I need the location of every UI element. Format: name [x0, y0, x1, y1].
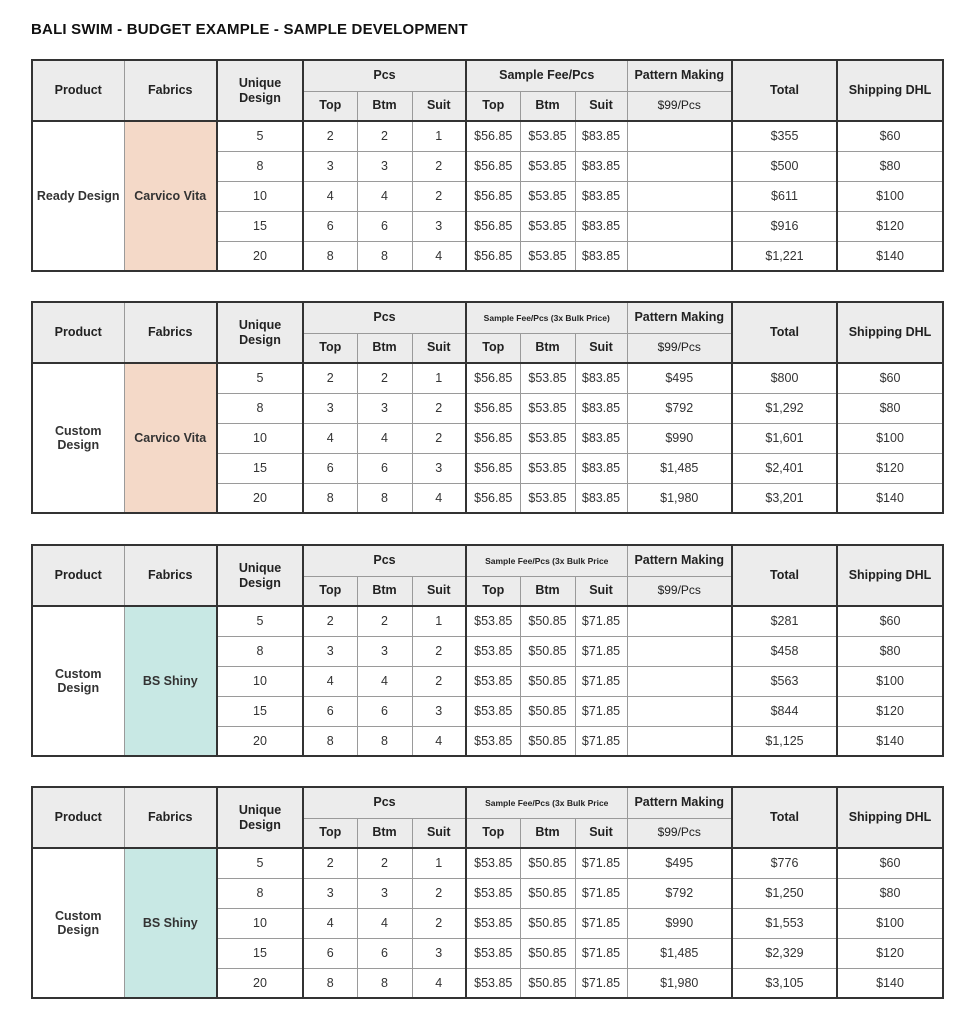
- table-row: [32, 848, 943, 878]
- unique-design-cell: 8: [217, 393, 303, 423]
- header-fee-suit: Suit: [575, 576, 627, 606]
- pcs-suit-cell: 2: [412, 666, 466, 696]
- fee-top-cell: $53.85: [466, 696, 520, 726]
- pcs-btm-cell: 2: [357, 121, 412, 151]
- header-product: Product: [32, 302, 124, 363]
- header-pcs-btm: Btm: [357, 91, 412, 121]
- header-fabrics: Fabrics: [124, 302, 217, 363]
- total-cell: $611: [732, 181, 837, 211]
- header-pcs: Pcs: [303, 787, 466, 818]
- fee-btm-cell: $53.85: [520, 181, 575, 211]
- header-pattern-rate: $99/Pcs: [627, 818, 732, 848]
- fee-suit-cell: $83.85: [575, 121, 627, 151]
- header-pcs-suit: Suit: [412, 818, 466, 848]
- fee-btm-cell: $53.85: [520, 121, 575, 151]
- pcs-suit-cell: 2: [412, 423, 466, 453]
- fee-btm-cell: $53.85: [520, 483, 575, 513]
- fee-suit-cell: $71.85: [575, 636, 627, 666]
- pattern-making-cell: $792: [627, 393, 732, 423]
- header-pcs-suit: Suit: [412, 333, 466, 363]
- header-sample-fee: Sample Fee/Pcs (3x Bulk Price: [466, 787, 627, 818]
- pcs-suit-cell: 1: [412, 121, 466, 151]
- header-total: Total: [732, 787, 837, 848]
- header-total: Total: [732, 302, 837, 363]
- fee-top-cell: $56.85: [466, 211, 520, 241]
- pcs-suit-cell: 1: [412, 848, 466, 878]
- total-cell: $800: [732, 363, 837, 393]
- fabric-cell: BS Shiny: [124, 848, 217, 998]
- pcs-top-cell: 2: [303, 606, 357, 636]
- product-cell: Ready Design: [32, 121, 124, 271]
- pattern-making-cell: [627, 636, 732, 666]
- header-shipping-dhl: Shipping DHL: [837, 60, 943, 121]
- fee-btm-cell: $50.85: [520, 696, 575, 726]
- total-cell: $3,201: [732, 483, 837, 513]
- header-pcs-top: Top: [303, 818, 357, 848]
- fee-suit-cell: $83.85: [575, 453, 627, 483]
- total-cell: $1,292: [732, 393, 837, 423]
- pattern-making-cell: [627, 211, 732, 241]
- header-pattern-making: Pattern Making: [627, 60, 732, 91]
- pcs-suit-cell: 2: [412, 151, 466, 181]
- fee-btm-cell: $50.85: [520, 666, 575, 696]
- fee-btm-cell: $50.85: [520, 848, 575, 878]
- unique-design-cell: 10: [217, 181, 303, 211]
- table-row: [32, 121, 943, 151]
- pcs-suit-cell: 4: [412, 726, 466, 756]
- header-fabrics: Fabrics: [124, 787, 217, 848]
- pcs-top-cell: 6: [303, 938, 357, 968]
- pattern-making-cell: $1,980: [627, 968, 732, 998]
- product-cell: Custom Design: [32, 848, 124, 998]
- shipping-cell: $60: [837, 606, 943, 636]
- fee-suit-cell: $71.85: [575, 878, 627, 908]
- pcs-suit-cell: 2: [412, 636, 466, 666]
- fee-top-cell: $53.85: [466, 848, 520, 878]
- pcs-suit-cell: 4: [412, 483, 466, 513]
- header-fee-top: Top: [466, 818, 520, 848]
- pattern-making-cell: [627, 151, 732, 181]
- total-cell: $1,125: [732, 726, 837, 756]
- shipping-cell: $140: [837, 483, 943, 513]
- shipping-cell: $80: [837, 393, 943, 423]
- fee-btm-cell: $53.85: [520, 453, 575, 483]
- pcs-top-cell: 4: [303, 908, 357, 938]
- header-pcs: Pcs: [303, 302, 466, 333]
- unique-design-cell: 20: [217, 483, 303, 513]
- header-shipping-dhl: Shipping DHL: [837, 787, 943, 848]
- pcs-top-cell: 6: [303, 211, 357, 241]
- header-shipping-dhl: Shipping DHL: [837, 302, 943, 363]
- header-fabrics: Fabrics: [124, 545, 217, 606]
- pcs-btm-cell: 6: [357, 211, 412, 241]
- fee-suit-cell: $71.85: [575, 606, 627, 636]
- pcs-top-cell: 8: [303, 968, 357, 998]
- pcs-btm-cell: 6: [357, 696, 412, 726]
- fee-top-cell: $56.85: [466, 393, 520, 423]
- pcs-top-cell: 3: [303, 393, 357, 423]
- header-fee-btm: Btm: [520, 818, 575, 848]
- total-cell: $844: [732, 696, 837, 726]
- shipping-cell: $120: [837, 696, 943, 726]
- header-sample-fee: Sample Fee/Pcs (3x Bulk Price): [466, 302, 627, 333]
- pcs-top-cell: 2: [303, 848, 357, 878]
- header-fee-suit: Suit: [575, 333, 627, 363]
- shipping-cell: $100: [837, 666, 943, 696]
- total-cell: $281: [732, 606, 837, 636]
- unique-design-cell: 10: [217, 423, 303, 453]
- unique-design-cell: 5: [217, 363, 303, 393]
- header-sample-fee: Sample Fee/Pcs: [466, 60, 627, 91]
- total-cell: $1,250: [732, 878, 837, 908]
- unique-design-cell: 20: [217, 968, 303, 998]
- pcs-suit-cell: 3: [412, 453, 466, 483]
- fee-top-cell: $53.85: [466, 726, 520, 756]
- fee-top-cell: $53.85: [466, 606, 520, 636]
- fabric-cell: Carvico Vita: [124, 121, 217, 271]
- header-pattern-making: Pattern Making: [627, 545, 732, 576]
- shipping-cell: $140: [837, 241, 943, 271]
- header-total: Total: [732, 60, 837, 121]
- pcs-btm-cell: 3: [357, 636, 412, 666]
- shipping-cell: $120: [837, 211, 943, 241]
- pcs-btm-cell: 8: [357, 968, 412, 998]
- header-fee-btm: Btm: [520, 91, 575, 121]
- pcs-top-cell: 4: [303, 666, 357, 696]
- fee-suit-cell: $83.85: [575, 211, 627, 241]
- pcs-suit-cell: 4: [412, 241, 466, 271]
- fee-top-cell: $56.85: [466, 453, 520, 483]
- shipping-cell: $140: [837, 968, 943, 998]
- fee-btm-cell: $53.85: [520, 423, 575, 453]
- header-pattern-making: Pattern Making: [627, 302, 732, 333]
- fee-top-cell: $56.85: [466, 151, 520, 181]
- fee-suit-cell: $83.85: [575, 181, 627, 211]
- unique-design-cell: 5: [217, 606, 303, 636]
- pcs-suit-cell: 3: [412, 696, 466, 726]
- fee-btm-cell: $50.85: [520, 968, 575, 998]
- pattern-making-cell: $990: [627, 423, 732, 453]
- total-cell: $500: [732, 151, 837, 181]
- total-cell: $1,553: [732, 908, 837, 938]
- fee-btm-cell: $50.85: [520, 878, 575, 908]
- fee-suit-cell: $83.85: [575, 483, 627, 513]
- product-cell: Custom Design: [32, 606, 124, 756]
- fee-suit-cell: $83.85: [575, 363, 627, 393]
- header-pcs-suit: Suit: [412, 91, 466, 121]
- pattern-making-cell: $1,485: [627, 453, 732, 483]
- unique-design-cell: 15: [217, 696, 303, 726]
- pattern-making-cell: [627, 696, 732, 726]
- header-fee-top: Top: [466, 91, 520, 121]
- pattern-making-cell: [627, 666, 732, 696]
- pcs-btm-cell: 4: [357, 423, 412, 453]
- shipping-cell: $100: [837, 908, 943, 938]
- fee-top-cell: $56.85: [466, 181, 520, 211]
- pattern-making-cell: [627, 606, 732, 636]
- page-title: BALI SWIM - BUDGET EXAMPLE - SAMPLE DEVELOPMENT: [31, 21, 468, 38]
- fee-suit-cell: $71.85: [575, 726, 627, 756]
- pcs-top-cell: 8: [303, 726, 357, 756]
- pcs-btm-cell: 4: [357, 181, 412, 211]
- header-pattern-rate: $99/Pcs: [627, 576, 732, 606]
- pcs-btm-cell: 4: [357, 666, 412, 696]
- fee-suit-cell: $83.85: [575, 423, 627, 453]
- unique-design-cell: 8: [217, 151, 303, 181]
- pcs-btm-cell: 3: [357, 393, 412, 423]
- unique-design-cell: 15: [217, 938, 303, 968]
- fee-top-cell: $56.85: [466, 121, 520, 151]
- shipping-cell: $60: [837, 363, 943, 393]
- pattern-making-cell: [627, 726, 732, 756]
- header-product: Product: [32, 787, 124, 848]
- pcs-btm-cell: 4: [357, 908, 412, 938]
- fee-suit-cell: $83.85: [575, 393, 627, 423]
- shipping-cell: $60: [837, 848, 943, 878]
- fee-suit-cell: $71.85: [575, 696, 627, 726]
- fee-btm-cell: $50.85: [520, 726, 575, 756]
- pcs-btm-cell: 8: [357, 483, 412, 513]
- budget-table: [31, 544, 944, 757]
- pcs-top-cell: 8: [303, 241, 357, 271]
- pcs-top-cell: 4: [303, 181, 357, 211]
- header-fee-top: Top: [466, 576, 520, 606]
- pcs-suit-cell: 2: [412, 181, 466, 211]
- header-shipping-dhl: Shipping DHL: [837, 545, 943, 606]
- header-pattern-rate: $99/Pcs: [627, 91, 732, 121]
- fee-suit-cell: $71.85: [575, 848, 627, 878]
- pcs-btm-cell: 3: [357, 151, 412, 181]
- table-row: [32, 606, 943, 636]
- fabric-cell: Carvico Vita: [124, 363, 217, 513]
- fee-suit-cell: $71.85: [575, 666, 627, 696]
- header-unique-design: Unique Design: [217, 302, 303, 363]
- pcs-btm-cell: 2: [357, 848, 412, 878]
- pcs-top-cell: 2: [303, 121, 357, 151]
- fee-btm-cell: $50.85: [520, 908, 575, 938]
- fee-top-cell: $53.85: [466, 938, 520, 968]
- fee-btm-cell: $53.85: [520, 393, 575, 423]
- total-cell: $1,601: [732, 423, 837, 453]
- table-row: [32, 363, 943, 393]
- header-pattern-rate: $99/Pcs: [627, 333, 732, 363]
- budget-table: [31, 786, 944, 999]
- fee-top-cell: $53.85: [466, 968, 520, 998]
- unique-design-cell: 10: [217, 666, 303, 696]
- header-fee-suit: Suit: [575, 91, 627, 121]
- pcs-top-cell: 4: [303, 423, 357, 453]
- pattern-making-cell: $990: [627, 908, 732, 938]
- header-fee-suit: Suit: [575, 818, 627, 848]
- total-cell: $3,105: [732, 968, 837, 998]
- fabric-cell: BS Shiny: [124, 606, 217, 756]
- pcs-top-cell: 2: [303, 363, 357, 393]
- total-cell: $776: [732, 848, 837, 878]
- pcs-suit-cell: 2: [412, 393, 466, 423]
- pattern-making-cell: $495: [627, 363, 732, 393]
- shipping-cell: $80: [837, 878, 943, 908]
- header-pcs: Pcs: [303, 545, 466, 576]
- total-cell: $2,329: [732, 938, 837, 968]
- header-pattern-making: Pattern Making: [627, 787, 732, 818]
- pcs-top-cell: 3: [303, 151, 357, 181]
- unique-design-cell: 10: [217, 908, 303, 938]
- total-cell: $2,401: [732, 453, 837, 483]
- header-pcs-btm: Btm: [357, 576, 412, 606]
- fee-btm-cell: $53.85: [520, 211, 575, 241]
- pcs-top-cell: 8: [303, 483, 357, 513]
- pattern-making-cell: [627, 181, 732, 211]
- fee-suit-cell: $71.85: [575, 938, 627, 968]
- pcs-suit-cell: 3: [412, 211, 466, 241]
- unique-design-cell: 20: [217, 726, 303, 756]
- fee-top-cell: $56.85: [466, 241, 520, 271]
- pattern-making-cell: $1,485: [627, 938, 732, 968]
- header-unique-design: Unique Design: [217, 787, 303, 848]
- shipping-cell: $140: [837, 726, 943, 756]
- shipping-cell: $120: [837, 453, 943, 483]
- pcs-suit-cell: 2: [412, 878, 466, 908]
- shipping-cell: $60: [837, 121, 943, 151]
- total-cell: $458: [732, 636, 837, 666]
- header-product: Product: [32, 545, 124, 606]
- pcs-suit-cell: 1: [412, 363, 466, 393]
- fee-btm-cell: $53.85: [520, 363, 575, 393]
- total-cell: $1,221: [732, 241, 837, 271]
- unique-design-cell: 20: [217, 241, 303, 271]
- header-pcs-top: Top: [303, 91, 357, 121]
- fee-top-cell: $56.85: [466, 483, 520, 513]
- pattern-making-cell: [627, 121, 732, 151]
- header-pcs-btm: Btm: [357, 818, 412, 848]
- pcs-top-cell: 3: [303, 878, 357, 908]
- pcs-btm-cell: 2: [357, 363, 412, 393]
- pcs-btm-cell: 2: [357, 606, 412, 636]
- header-total: Total: [732, 545, 837, 606]
- pcs-suit-cell: 1: [412, 606, 466, 636]
- header-fabrics: Fabrics: [124, 60, 217, 121]
- fee-btm-cell: $50.85: [520, 938, 575, 968]
- pattern-making-cell: $792: [627, 878, 732, 908]
- pcs-suit-cell: 4: [412, 968, 466, 998]
- fee-top-cell: $53.85: [466, 636, 520, 666]
- pcs-btm-cell: 8: [357, 726, 412, 756]
- pattern-making-cell: $1,980: [627, 483, 732, 513]
- fee-btm-cell: $53.85: [520, 151, 575, 181]
- pcs-top-cell: 6: [303, 453, 357, 483]
- budget-table: [31, 301, 944, 514]
- pcs-btm-cell: 3: [357, 878, 412, 908]
- pcs-btm-cell: 8: [357, 241, 412, 271]
- total-cell: $563: [732, 666, 837, 696]
- fee-top-cell: $56.85: [466, 363, 520, 393]
- pcs-suit-cell: 3: [412, 938, 466, 968]
- header-pcs-top: Top: [303, 576, 357, 606]
- fee-btm-cell: $53.85: [520, 241, 575, 271]
- budget-table: [31, 59, 944, 272]
- fee-suit-cell: $83.85: [575, 241, 627, 271]
- pattern-making-cell: $495: [627, 848, 732, 878]
- header-unique-design: Unique Design: [217, 545, 303, 606]
- fee-top-cell: $53.85: [466, 878, 520, 908]
- fee-btm-cell: $50.85: [520, 606, 575, 636]
- fee-suit-cell: $71.85: [575, 908, 627, 938]
- shipping-cell: $100: [837, 181, 943, 211]
- fee-top-cell: $53.85: [466, 666, 520, 696]
- header-pcs: Pcs: [303, 60, 466, 91]
- pattern-making-cell: [627, 241, 732, 271]
- shipping-cell: $120: [837, 938, 943, 968]
- pcs-btm-cell: 6: [357, 453, 412, 483]
- unique-design-cell: 15: [217, 211, 303, 241]
- product-cell: Custom Design: [32, 363, 124, 513]
- unique-design-cell: 5: [217, 121, 303, 151]
- header-fee-btm: Btm: [520, 333, 575, 363]
- unique-design-cell: 8: [217, 878, 303, 908]
- header-unique-design: Unique Design: [217, 60, 303, 121]
- unique-design-cell: 8: [217, 636, 303, 666]
- pcs-top-cell: 6: [303, 696, 357, 726]
- unique-design-cell: 15: [217, 453, 303, 483]
- fee-btm-cell: $50.85: [520, 636, 575, 666]
- total-cell: $355: [732, 121, 837, 151]
- pcs-btm-cell: 6: [357, 938, 412, 968]
- pcs-suit-cell: 2: [412, 908, 466, 938]
- header-pcs-suit: Suit: [412, 576, 466, 606]
- shipping-cell: $80: [837, 151, 943, 181]
- fee-suit-cell: $71.85: [575, 968, 627, 998]
- header-product: Product: [32, 60, 124, 121]
- fee-suit-cell: $83.85: [575, 151, 627, 181]
- fee-top-cell: $56.85: [466, 423, 520, 453]
- unique-design-cell: 5: [217, 848, 303, 878]
- header-pcs-top: Top: [303, 333, 357, 363]
- header-fee-btm: Btm: [520, 576, 575, 606]
- shipping-cell: $80: [837, 636, 943, 666]
- total-cell: $916: [732, 211, 837, 241]
- header-pcs-btm: Btm: [357, 333, 412, 363]
- pcs-top-cell: 3: [303, 636, 357, 666]
- shipping-cell: $100: [837, 423, 943, 453]
- header-fee-top: Top: [466, 333, 520, 363]
- header-sample-fee: Sample Fee/Pcs (3x Bulk Price: [466, 545, 627, 576]
- fee-top-cell: $53.85: [466, 908, 520, 938]
